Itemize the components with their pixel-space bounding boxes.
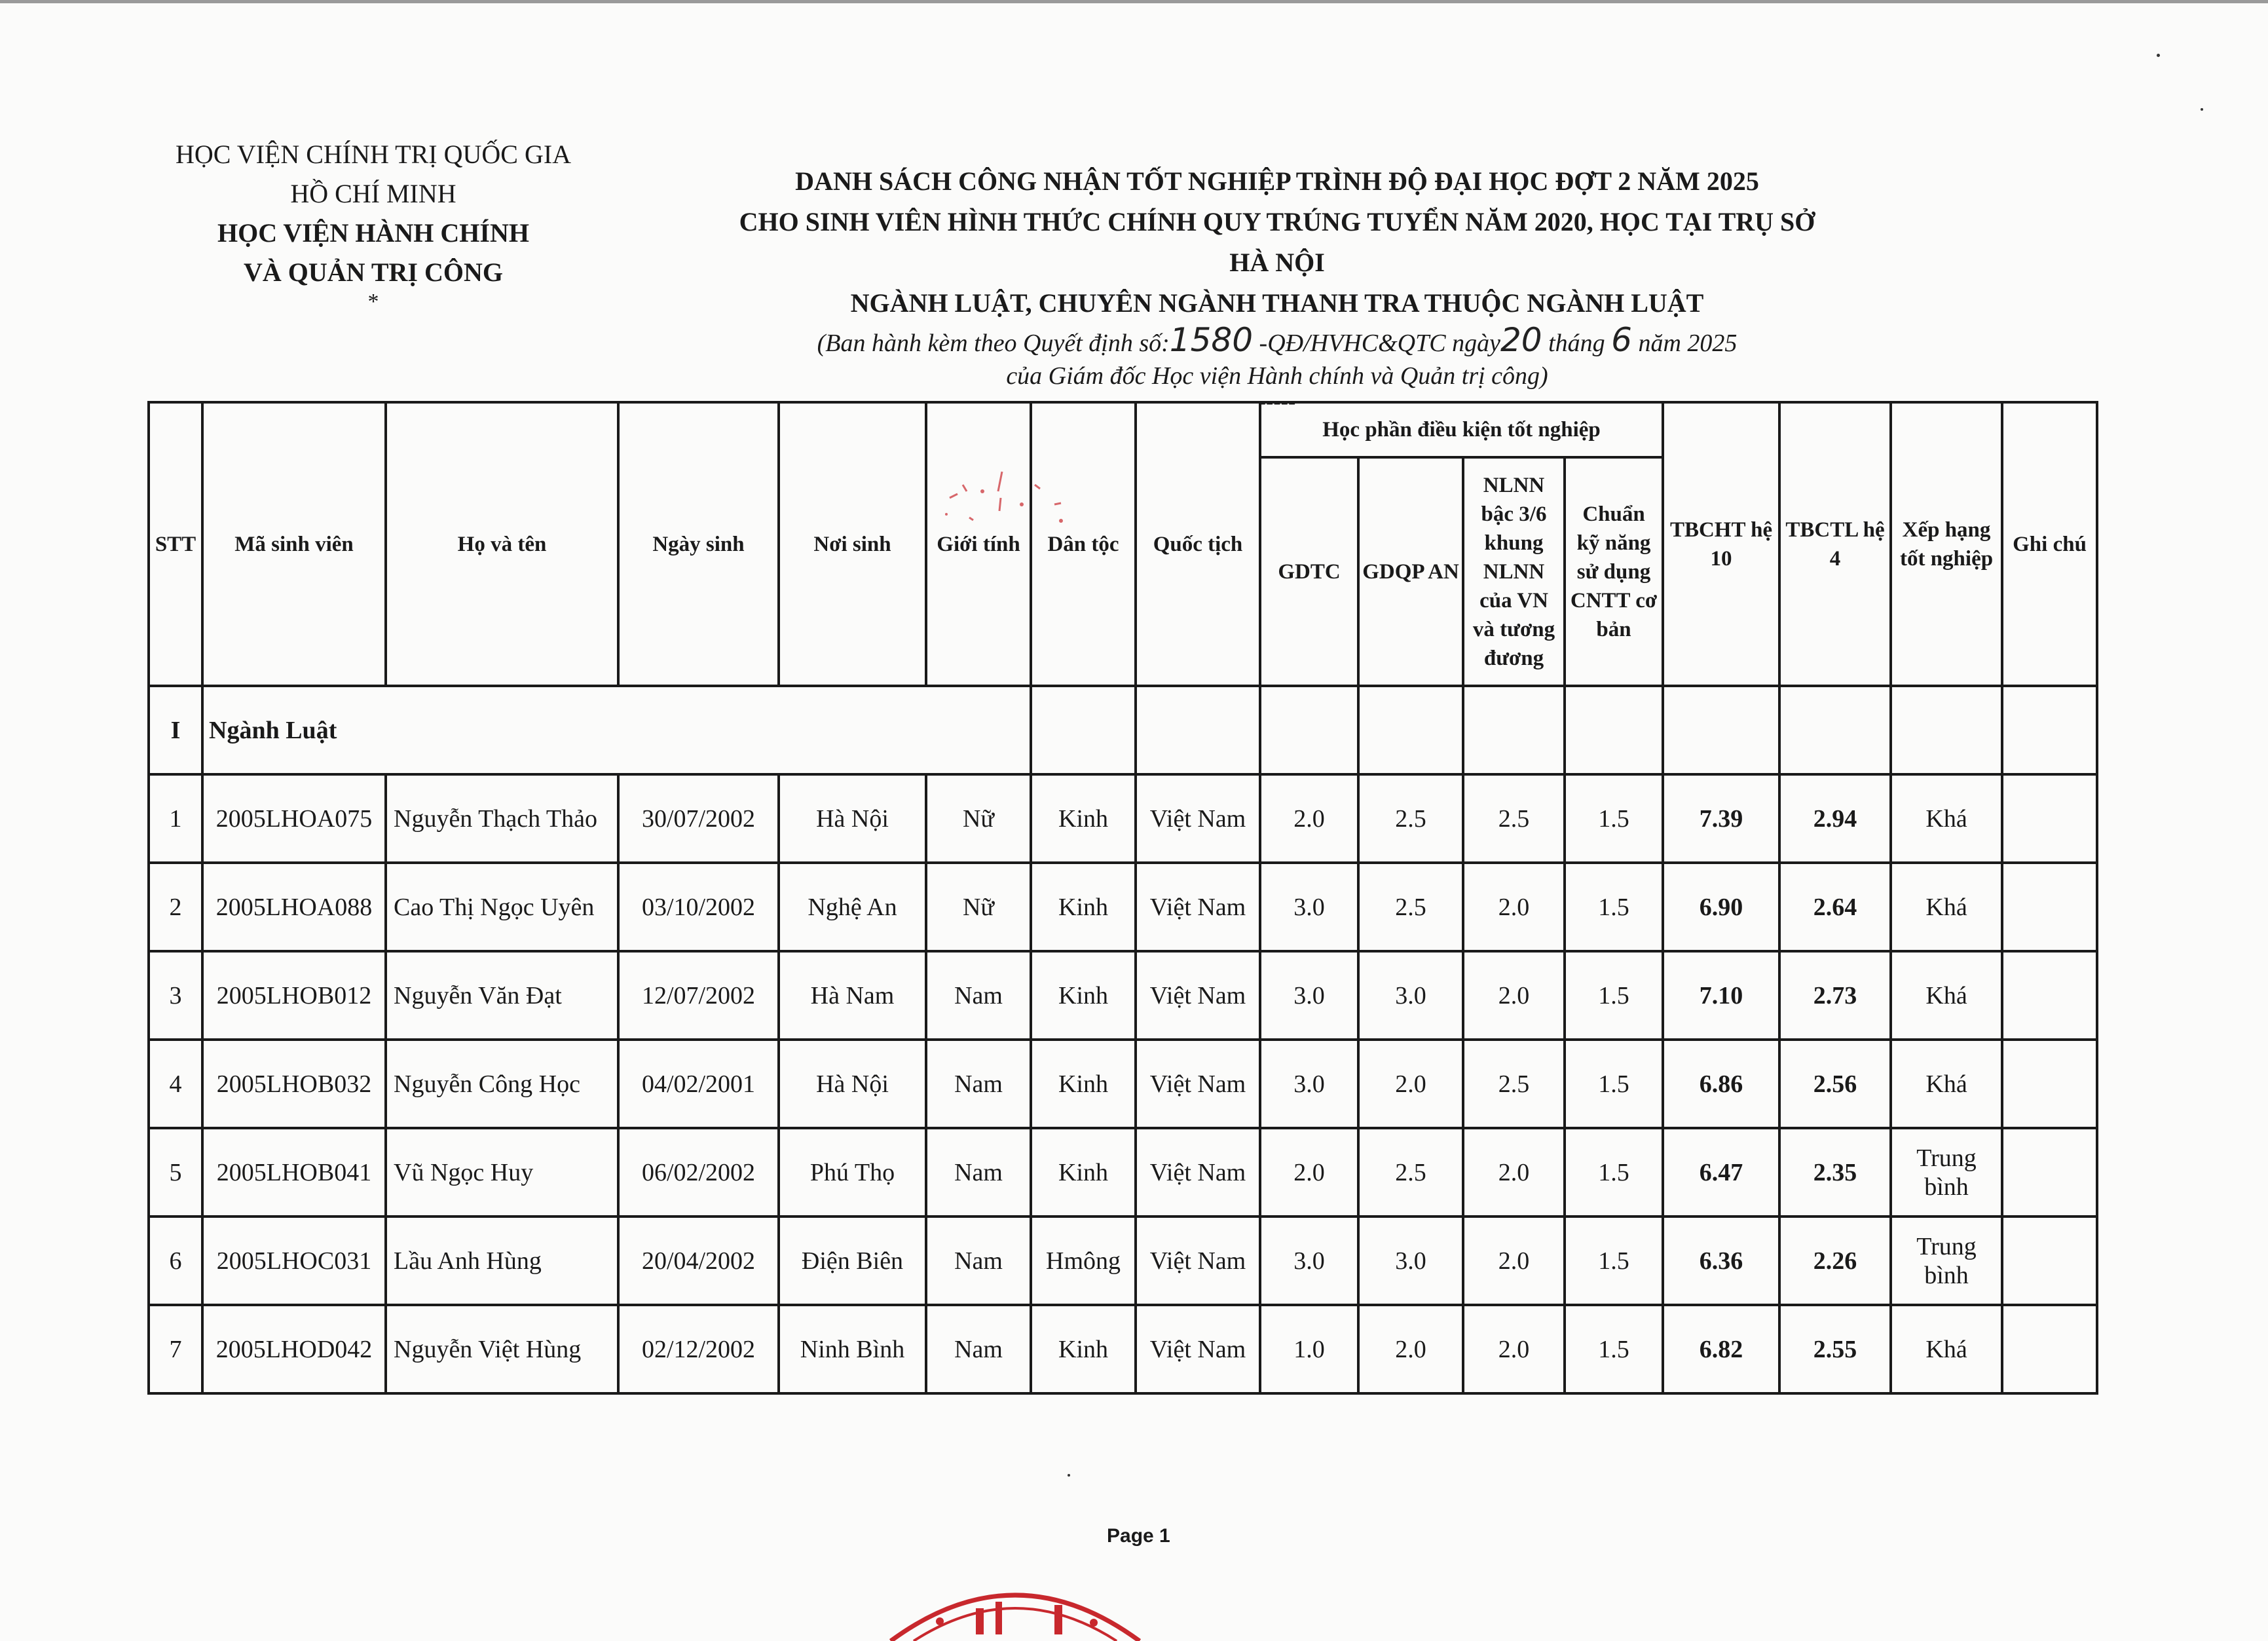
cntt-score: 1.5 — [1565, 863, 1663, 951]
graduation-rank: Khá — [1891, 1040, 2002, 1128]
student-id: 2005LHOC031 — [202, 1217, 386, 1305]
graduation-rank: Khá — [1891, 863, 2002, 951]
table-row — [149, 1305, 2097, 1393]
gdqp-score: 2.5 — [1358, 1128, 1463, 1217]
ethnicity: Kinh — [1031, 863, 1136, 951]
cntt-score: 1.5 — [1565, 1217, 1663, 1305]
gender: Nam — [926, 1305, 1031, 1393]
gender: Nam — [926, 951, 1031, 1040]
gdtc-score: 3.0 — [1260, 1040, 1358, 1128]
title-line-2: CHO SINH VIÊN HÌNH THỨC CHÍNH QUY TRÚNG TUYỂN NĂM 2020, HỌC TẠI TRỤ SỞ HÀ NỘI — [739, 207, 1815, 277]
nlnn-score: 2.0 — [1463, 1128, 1565, 1217]
org-star: * — [367, 290, 379, 314]
gdqp-score: 2.0 — [1358, 1305, 1463, 1393]
decision-mid: -QĐ/HVHC&QTC ngày — [1253, 330, 1500, 357]
ethnicity: Hmông — [1031, 1217, 1136, 1305]
birthplace: Phú Thọ — [779, 1128, 926, 1217]
ethnicity: Kinh — [1031, 774, 1136, 863]
row-stt: 3 — [149, 951, 202, 1040]
section-label: Ngành Luật — [202, 686, 1031, 774]
gdqp-score: 3.0 — [1358, 1217, 1463, 1305]
nationality: Việt Nam — [1136, 951, 1260, 1040]
row-stt: 6 — [149, 1217, 202, 1305]
year-label: năm 2025 — [1631, 330, 1738, 357]
row-stt: 2 — [149, 863, 202, 951]
decision-prefix: (Ban hành kèm theo Quyết định số: — [817, 330, 1170, 357]
gdtc-score: 3.0 — [1260, 1217, 1358, 1305]
student-id: 2005LHOA088 — [202, 863, 386, 951]
tbctl-score: 2.56 — [1779, 1040, 1891, 1128]
student-name: Nguyễn Việt Hùng — [386, 1305, 618, 1393]
date-of-birth: 30/07/2002 — [618, 774, 779, 863]
decision-number: 1580 — [1169, 321, 1254, 359]
title-line-1: DANH SÁCH CÔNG NHẬN TỐT NGHIỆP TRÌNH ĐỘ ĐẠI HỌC ĐỢT 2 NĂM 2025 — [795, 166, 1759, 196]
birthplace: Hà Nội — [779, 774, 926, 863]
row-stt: 5 — [149, 1128, 202, 1217]
nlnn-score: 2.5 — [1463, 774, 1565, 863]
scan-speck — [1068, 1474, 1070, 1477]
col-cntt: Chuẩn kỹ năng sử dụng CNTT cơ bản — [1565, 457, 1663, 686]
student-id: 2005LHOB012 — [202, 951, 386, 1040]
student-name: Lầu Anh Hùng — [386, 1217, 618, 1305]
decision-line — [720, 321, 1834, 360]
ethnicity: Kinh — [1031, 951, 1136, 1040]
tbctl-score: 2.55 — [1779, 1305, 1891, 1393]
gender: Nam — [926, 1217, 1031, 1305]
birthplace: Hà Nội — [779, 1040, 926, 1128]
tbctl-score: 2.73 — [1779, 951, 1891, 1040]
student-id: 2005LHOB032 — [202, 1040, 386, 1128]
red-stamp-mark-icon — [923, 459, 1094, 563]
col-gender: Giới tính — [926, 402, 1031, 686]
nationality: Việt Nam — [1136, 1217, 1260, 1305]
birthplace: Nghệ An — [779, 863, 926, 951]
tbctl-score: 2.64 — [1779, 863, 1891, 951]
student-name: Cao Thị Ngọc Uyên — [386, 863, 618, 951]
nlnn-score: 2.0 — [1463, 863, 1565, 951]
gdtc-score: 3.0 — [1260, 951, 1358, 1040]
tbcht-score: 7.39 — [1663, 774, 1779, 863]
nlnn-score: 2.5 — [1463, 1040, 1565, 1128]
section-row — [149, 686, 2097, 774]
note — [2002, 951, 2097, 1040]
tbcht-score: 6.86 — [1663, 1040, 1779, 1128]
table-row — [149, 774, 2097, 863]
graduation-table — [147, 401, 2098, 1395]
birthplace: Ninh Bình — [779, 1305, 926, 1393]
note — [2002, 863, 2097, 951]
header-row-1 — [149, 402, 2097, 457]
gdqp-score: 2.5 — [1358, 774, 1463, 863]
graduation-rank: Khá — [1891, 1305, 2002, 1393]
gdtc-score: 3.0 — [1260, 863, 1358, 951]
title-dash: ----- — [1258, 390, 1296, 414]
row-stt: 4 — [149, 1040, 202, 1128]
student-name: Vũ Ngọc Huy — [386, 1128, 618, 1217]
tbcht-score: 7.10 — [1663, 951, 1779, 1040]
date-of-birth: 06/02/2002 — [618, 1128, 779, 1217]
date-of-birth: 04/02/2001 — [618, 1040, 779, 1128]
issuing-organization — [151, 135, 596, 312]
title-line-3: NGÀNH LUẬT, CHUYÊN NGÀNH THANH TRA THUỘC NGÀNH LUẬT — [850, 288, 1704, 318]
date-of-birth: 02/12/2002 — [618, 1305, 779, 1393]
col-gdtc: GDTC — [1260, 457, 1358, 686]
gdtc-score: 1.0 — [1260, 1305, 1358, 1393]
tbcht-score: 6.36 — [1663, 1217, 1779, 1305]
cntt-score: 1.5 — [1565, 951, 1663, 1040]
nlnn-score: 2.0 — [1463, 1305, 1565, 1393]
col-birthplace: Nơi sinh — [779, 402, 926, 686]
title-line-5: của Giám đốc Học viện Hành chính và Quản trị công) — [1006, 362, 1548, 390]
gender: Nam — [926, 1128, 1031, 1217]
table-row — [149, 1040, 2097, 1128]
student-id: 2005LHOA075 — [202, 774, 386, 863]
col-name: Họ và tên — [386, 402, 618, 686]
note — [2002, 774, 2097, 863]
ethnicity: Kinh — [1031, 1040, 1136, 1128]
nationality: Việt Nam — [1136, 774, 1260, 863]
col-tbctl: TBCTL hệ 4 — [1779, 402, 1891, 686]
month-label: tháng — [1542, 330, 1612, 357]
student-name: Nguyễn Công Học — [386, 1040, 618, 1128]
col-stt: STT — [149, 402, 202, 686]
cntt-score: 1.5 — [1565, 774, 1663, 863]
tbcht-score: 6.82 — [1663, 1305, 1779, 1393]
red-official-seal-icon — [878, 1569, 1153, 1641]
student-id: 2005LHOD042 — [202, 1305, 386, 1393]
date-of-birth: 12/07/2002 — [618, 951, 779, 1040]
decision-month: 6 — [1611, 321, 1632, 359]
gdqp-score: 3.0 — [1358, 951, 1463, 1040]
col-student-id: Mã sinh viên — [202, 402, 386, 686]
table-row — [149, 1128, 2097, 1217]
tbctl-score: 2.26 — [1779, 1217, 1891, 1305]
note — [2002, 1040, 2097, 1128]
org-line-3: HỌC VIỆN HÀNH CHÍNH — [217, 218, 529, 248]
scan-speck — [2201, 108, 2203, 111]
student-name: Nguyễn Văn Đạt — [386, 951, 618, 1040]
ethnicity: Kinh — [1031, 1305, 1136, 1393]
col-note: Ghi chú — [2002, 402, 2097, 686]
date-of-birth: 03/10/2002 — [618, 863, 779, 951]
date-of-birth: 20/04/2002 — [618, 1217, 779, 1305]
nationality: Việt Nam — [1136, 863, 1260, 951]
nlnn-score: 2.0 — [1463, 951, 1565, 1040]
nationality: Việt Nam — [1136, 1040, 1260, 1128]
nationality: Việt Nam — [1136, 1305, 1260, 1393]
col-ethnicity: Dân tộc — [1031, 402, 1136, 686]
cntt-score: 1.5 — [1565, 1305, 1663, 1393]
cntt-score: 1.5 — [1565, 1128, 1663, 1217]
table-row — [149, 1217, 2097, 1305]
gdqp-score: 2.5 — [1358, 863, 1463, 951]
table-row — [149, 951, 2097, 1040]
org-line-1: HỌC VIỆN CHÍNH TRỊ QUỐC GIA — [175, 140, 572, 169]
graduation-rank: Trung bình — [1891, 1217, 2002, 1305]
gdqp-score: 2.0 — [1358, 1040, 1463, 1128]
nlnn-score: 2.0 — [1463, 1217, 1565, 1305]
nationality: Việt Nam — [1136, 1128, 1260, 1217]
col-rank: Xếp hạng tốt nghiệp — [1891, 402, 2002, 686]
col-tbcht: TBCHT hệ 10 — [1663, 402, 1779, 686]
col-nlnn: NLNN bậc 3/6 khung NLNN của VN và tương đương — [1463, 457, 1565, 686]
gender: Nữ — [926, 863, 1031, 951]
col-group-conditions: Học phần điều kiện tốt nghiệp — [1260, 402, 1663, 457]
tbctl-score: 2.94 — [1779, 774, 1891, 863]
col-nationality: Quốc tịch — [1136, 402, 1260, 686]
scan-speck — [2157, 54, 2160, 57]
graduation-rank: Trung bình — [1891, 1128, 2002, 1217]
note — [2002, 1305, 2097, 1393]
row-stt: 7 — [149, 1305, 202, 1393]
note — [2002, 1128, 2097, 1217]
student-name: Nguyễn Thạch Thảo — [386, 774, 618, 863]
birthplace: Hà Nam — [779, 951, 926, 1040]
tbctl-score: 2.35 — [1779, 1128, 1891, 1217]
ethnicity: Kinh — [1031, 1128, 1136, 1217]
birthplace: Điện Biên — [779, 1217, 926, 1305]
col-gdqp: GDQP AN — [1358, 457, 1463, 686]
scan-edge — [0, 0, 2268, 3]
page-number: Page 1 — [1107, 1525, 1170, 1547]
student-id: 2005LHOB041 — [202, 1128, 386, 1217]
gdtc-score: 2.0 — [1260, 1128, 1358, 1217]
gdtc-score: 2.0 — [1260, 774, 1358, 863]
org-line-4: VÀ QUẢN TRỊ CÔNG — [244, 257, 503, 287]
tbcht-score: 6.47 — [1663, 1128, 1779, 1217]
gender: Nam — [926, 1040, 1031, 1128]
document-title — [720, 161, 1834, 412]
tbcht-score: 6.90 — [1663, 863, 1779, 951]
org-line-2: HỒ CHÍ MINH — [290, 179, 456, 208]
note — [2002, 1217, 2097, 1305]
section-number: I — [149, 686, 202, 774]
graduation-rank: Khá — [1891, 951, 2002, 1040]
table-row — [149, 863, 2097, 951]
gender: Nữ — [926, 774, 1031, 863]
decision-day: 20 — [1500, 321, 1542, 359]
cntt-score: 1.5 — [1565, 1040, 1663, 1128]
col-dob: Ngày sinh — [618, 402, 779, 686]
graduation-rank: Khá — [1891, 774, 2002, 863]
row-stt: 1 — [149, 774, 202, 863]
